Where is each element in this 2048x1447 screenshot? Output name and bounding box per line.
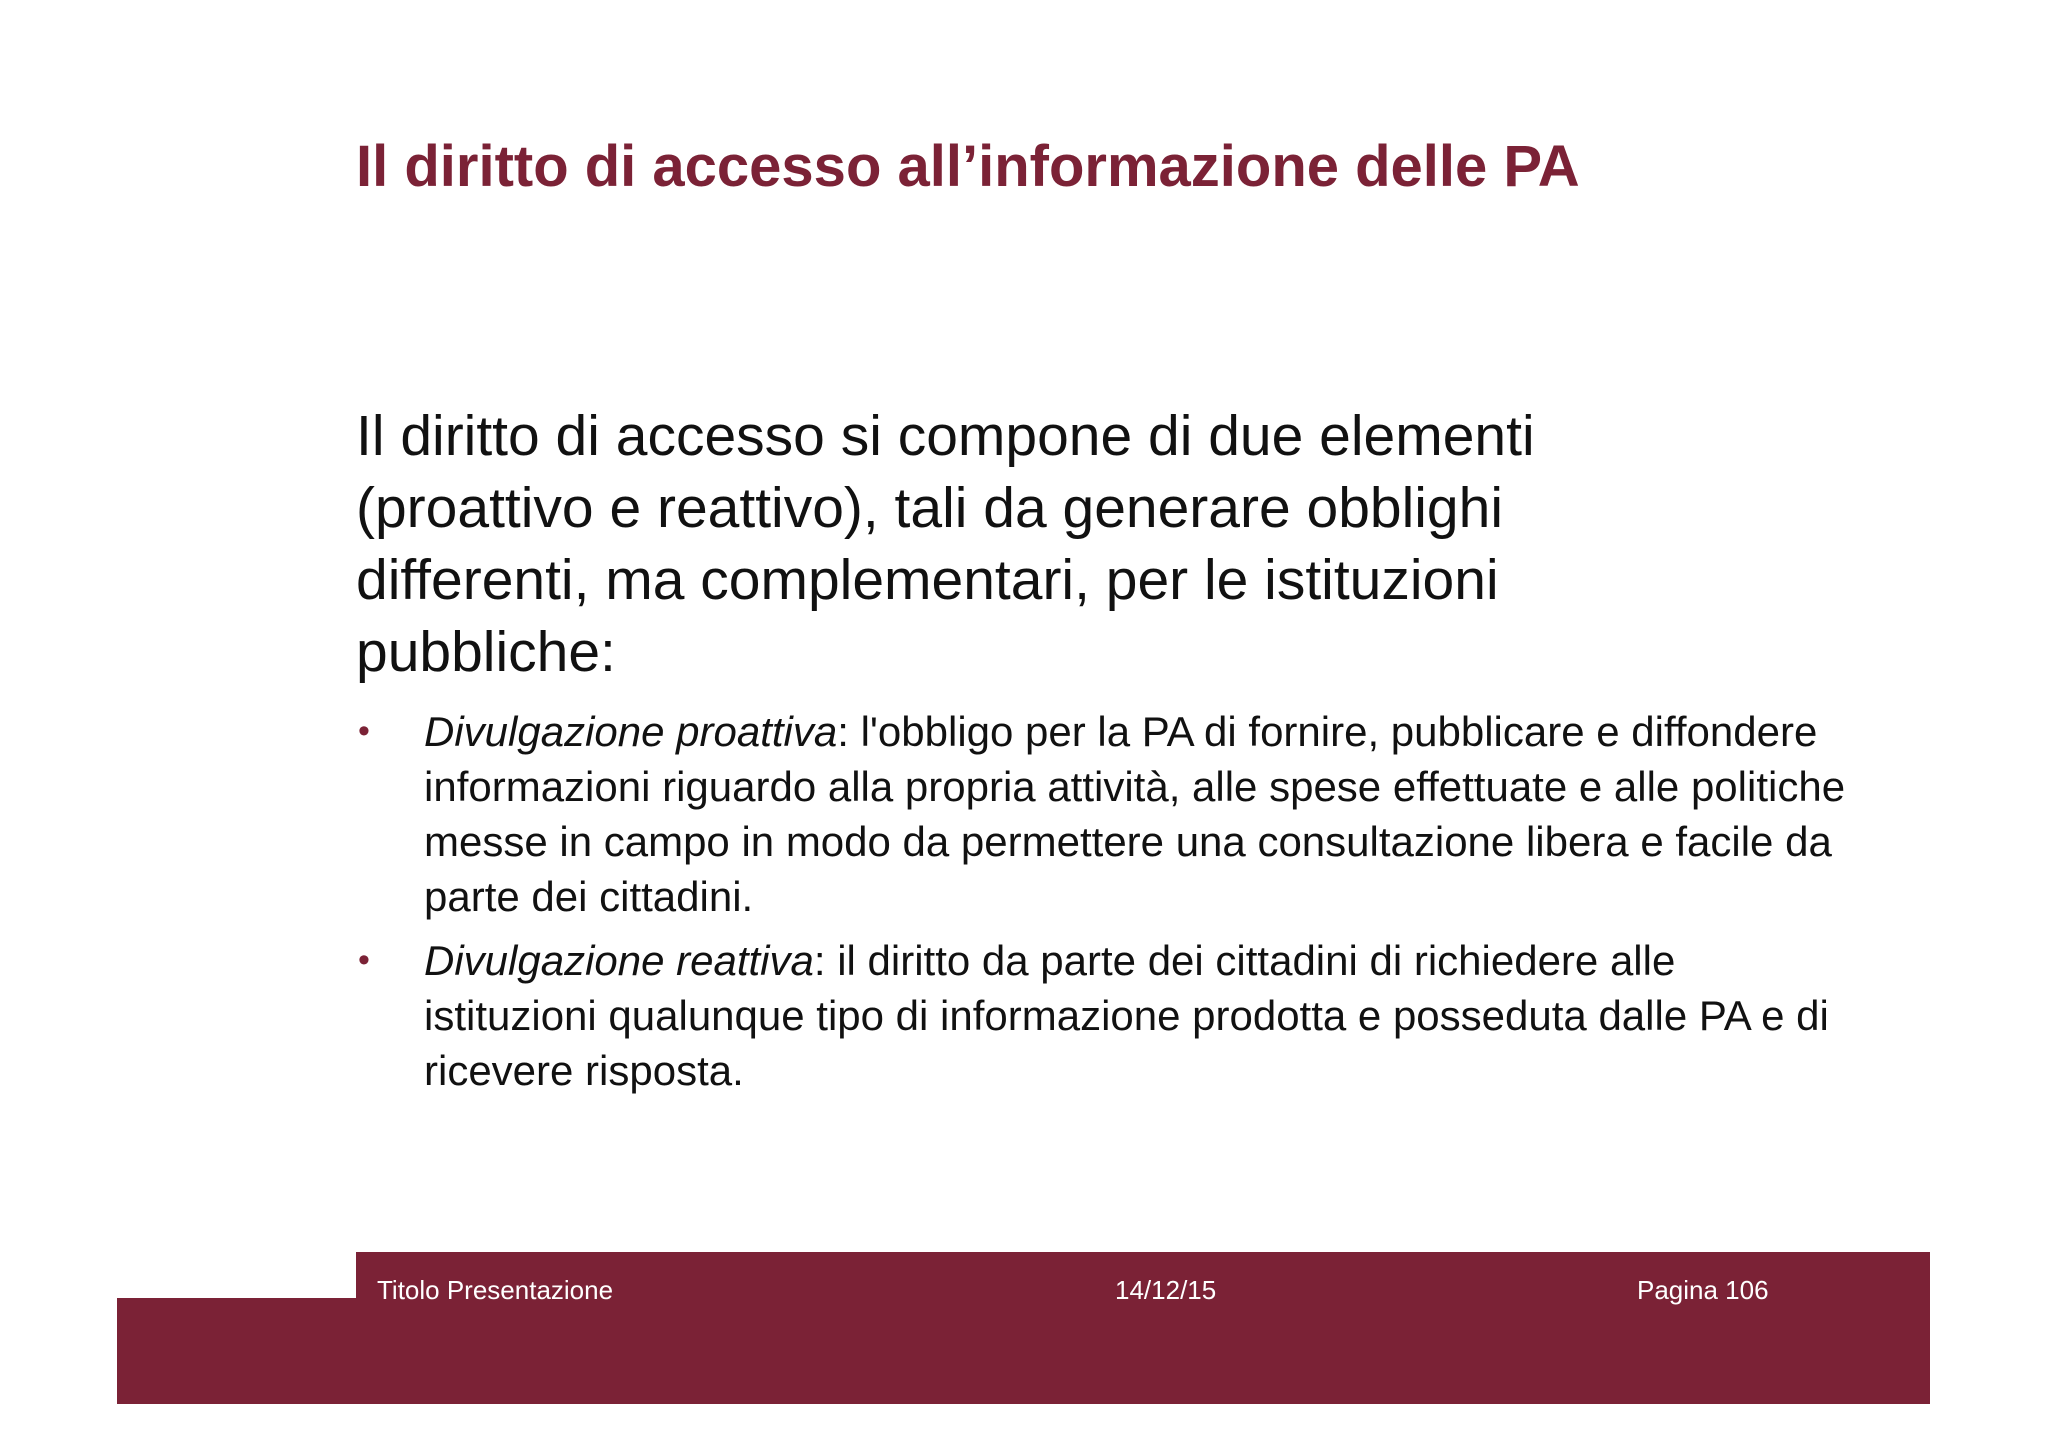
bullet-text: : l'obbligo per la PA di fornire, pubblicare e diffondere informazioni riguardo alla propria attività, alle spese effettuate e alle politiche messe in campo in modo da permettere una consultazione libera e facile da parte dei cittadini.	[424, 708, 1846, 920]
bullet-term: Divulgazione reattiva	[424, 937, 814, 984]
bullet-dot-icon: •	[358, 712, 370, 750]
bullet-dot-icon: •	[358, 941, 370, 979]
intro-paragraph: Il diritto di accesso si compone di due elementi (proattivo e reattivo), tali da generare obblighi differenti, ma complementari, per le istituzioni pubbliche:	[356, 404, 1535, 684]
footer-date: 14/12/15	[1115, 1275, 1217, 1305]
footer-page-number: Pagina 106	[1637, 1275, 1769, 1305]
bullet-list	[356, 704, 1856, 1107]
bullet-item-reactive	[356, 933, 1856, 1098]
bullet-text: : il diritto da parte dei cittadini di richiedere alle istituzioni qualunque tipo di informazione prodotta e posseduta dalle PA e di ricevere risposta.	[424, 937, 1829, 1094]
bullet-item-proactive	[356, 704, 1856, 924]
slide-title: Il diritto di accesso all’informazione delle PA	[356, 134, 1580, 199]
footer-presentation-title: Titolo Presentazione	[377, 1275, 614, 1305]
footer-left-band	[117, 1298, 357, 1404]
bullet-term: Divulgazione proattiva	[424, 708, 838, 755]
